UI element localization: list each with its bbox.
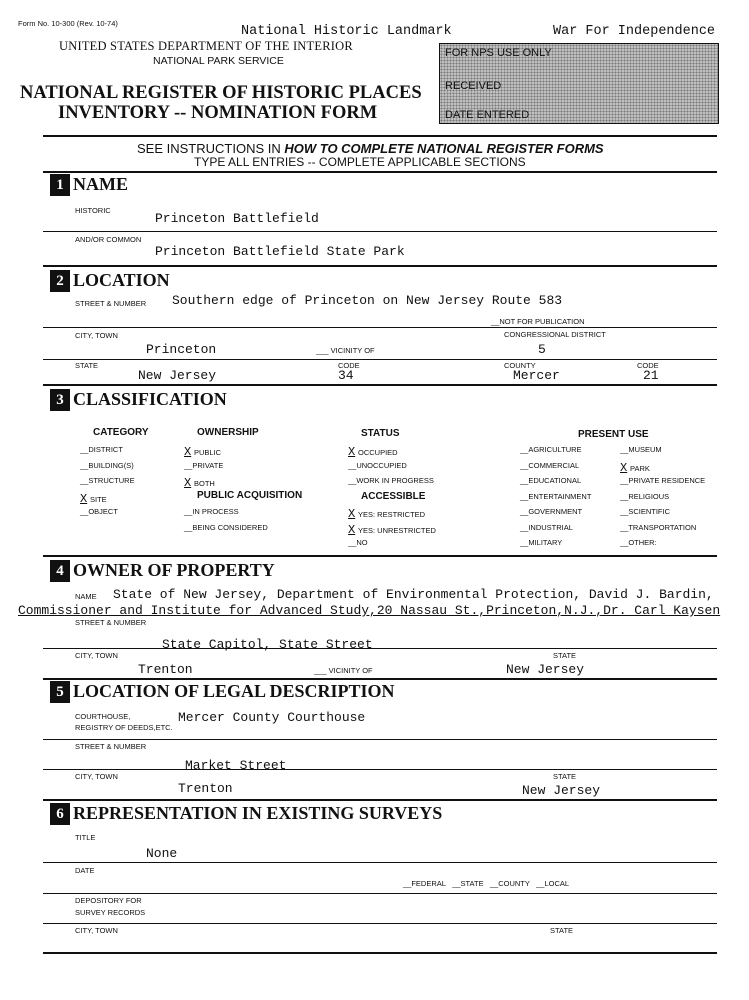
owner-state-value: New Jersey xyxy=(506,662,585,677)
congressional-value: 5 xyxy=(538,342,546,357)
checked-mark: X xyxy=(184,445,192,459)
depository-label-line2: SURVEY RECORDS xyxy=(75,908,146,917)
divider xyxy=(43,384,717,386)
owner-vicinity-label: VICINITY OF xyxy=(328,666,373,675)
checked-mark: X xyxy=(348,445,356,459)
option-label: OBJECT xyxy=(88,507,118,516)
city-label: CITY, TOWN xyxy=(75,331,118,340)
survey-title-value: None xyxy=(146,846,178,861)
blank-line: __ xyxy=(620,476,629,485)
owner-state-label: STATE xyxy=(553,651,577,660)
public-acquisition-heading: PUBLIC ACQUISITION xyxy=(197,490,303,501)
option-being-considered xyxy=(184,523,268,532)
county-code-value: 21 xyxy=(643,368,659,383)
option-commercial xyxy=(520,461,579,470)
blank-line: __ xyxy=(620,522,629,532)
blank-line: __ xyxy=(520,476,529,485)
state-code-label: CODE xyxy=(338,361,360,370)
survey-level-options: __FEDERAL __STATE __COUNTY __LOCAL xyxy=(403,879,570,888)
state-code-value: 34 xyxy=(338,368,354,383)
county-value: Mercer xyxy=(513,368,560,383)
instructions-line1 xyxy=(137,141,604,156)
checked-mark: X xyxy=(348,522,356,537)
option-label: DISTRICT xyxy=(88,445,123,454)
option-label: COMMERCIAL xyxy=(528,460,580,470)
option-label: MILITARY xyxy=(528,538,563,547)
divider xyxy=(43,359,717,360)
blank-line: __ xyxy=(348,538,357,547)
street-value: Southern edge of Princeton on New Jersey Route 583 xyxy=(172,293,563,308)
blank-line: __ xyxy=(348,460,357,470)
option-label: SCIENTIFIC xyxy=(628,507,671,516)
section-number-6: 6 xyxy=(50,803,70,825)
option-label: TRANSPORTATION xyxy=(628,522,697,532)
divider xyxy=(43,893,717,894)
blank-line: __ xyxy=(184,507,193,516)
option-military xyxy=(520,538,562,547)
option-government xyxy=(520,507,582,516)
divider xyxy=(43,769,717,770)
legal-state-value: New Jersey xyxy=(522,783,601,798)
legal-city-label: CITY, TOWN xyxy=(75,772,118,781)
nps-received-label: RECEIVED xyxy=(445,80,502,92)
owner-city-value: Trenton xyxy=(138,662,193,677)
owner-name-line2: Commissioner and Institute for Advanced Study,20 Nassau St.,Princeton,N.J.,Dr. Carl Kaysen xyxy=(18,603,721,618)
option-label: PUBLIC xyxy=(194,448,222,457)
blank-line: __ xyxy=(520,445,529,454)
option-yes-restricted xyxy=(348,507,425,521)
owner-city-label: CITY, TOWN xyxy=(75,651,118,660)
common-value: Princeton Battlefield State Park xyxy=(155,244,405,259)
option-entertainment xyxy=(520,492,591,501)
divider xyxy=(43,678,717,680)
blank-line: __ xyxy=(80,476,89,485)
blank-line: __ xyxy=(520,460,529,470)
owner-street-value: State Capitol, State Street xyxy=(162,637,373,652)
courthouse-value: Mercer County Courthouse xyxy=(178,710,366,725)
section-title-location: LOCATION xyxy=(73,270,170,290)
not-for-publication-label: NOT FOR PUBLICATION xyxy=(499,317,585,326)
option-label: GOVERNMENT xyxy=(528,507,583,516)
section-number-2: 2 xyxy=(50,270,70,292)
option-label: MUSEUM xyxy=(628,445,662,454)
blank-line: __ xyxy=(348,476,357,485)
option-no xyxy=(348,538,368,547)
option-label: PRIVATE xyxy=(192,460,224,470)
county-label: COUNTY xyxy=(504,361,536,370)
congressional-label: CONGRESSIONAL DISTRICT xyxy=(504,330,606,339)
divider xyxy=(43,952,717,954)
blank-line: __ xyxy=(620,491,629,501)
historic-value: Princeton Battlefield xyxy=(155,211,319,226)
status-heading: STATUS xyxy=(361,428,400,439)
blank-line: __ xyxy=(80,460,89,470)
nps-date-entered-label: DATE ENTERED xyxy=(445,109,530,121)
divider xyxy=(43,648,717,649)
form-title-line2: INVENTORY -- NOMINATION FORM xyxy=(58,103,378,123)
survey-title-label: TITLE xyxy=(75,833,96,842)
option-site xyxy=(80,492,107,506)
divider xyxy=(43,862,717,863)
form-number: Form No. 10-300 (Rev. 10-74) xyxy=(18,19,118,28)
service-name: NATIONAL PARK SERVICE xyxy=(153,55,284,67)
divider xyxy=(43,265,717,267)
blank-line: __ xyxy=(520,522,529,532)
vicinity-of: ___ VICINITY OF xyxy=(316,346,375,355)
divider xyxy=(43,135,717,137)
option-work-in-progress xyxy=(348,476,434,485)
option-label: PRIVATE RESIDENCE xyxy=(628,476,706,485)
option-label: YES: UNRESTRICTED xyxy=(358,525,436,535)
checked-mark: X xyxy=(348,507,356,521)
federal-option: FEDERAL xyxy=(411,879,446,888)
blank-line: __ xyxy=(184,460,193,470)
option-private-residence xyxy=(620,476,705,485)
option-structure xyxy=(80,476,135,485)
section-number-1: 1 xyxy=(50,174,70,196)
option-label: SITE xyxy=(90,494,107,504)
blank-line: __ xyxy=(520,491,529,501)
present-use-heading: PRESENT USE xyxy=(578,429,649,440)
checked-mark: X xyxy=(184,476,192,490)
option-unoccupied xyxy=(348,461,407,470)
option-label: RELIGIOUS xyxy=(628,491,670,501)
divider xyxy=(43,327,717,328)
owner-name-label: NAME xyxy=(75,592,97,601)
blank-line: __ xyxy=(80,445,89,454)
accessible-heading: ACCESSIBLE xyxy=(361,491,426,502)
county-option: COUNTY xyxy=(498,879,530,888)
legal-street-label: STREET & NUMBER xyxy=(75,742,147,751)
section-number-5: 5 xyxy=(50,681,70,703)
blank-line: __ xyxy=(620,538,629,547)
depository-label-line1: DEPOSITORY FOR xyxy=(75,896,142,905)
owner-vicinity-of: ___ VICINITY OF xyxy=(314,666,373,675)
common-label: AND/OR COMMON xyxy=(75,235,142,244)
option-label: STRUCTURE xyxy=(88,476,135,485)
blank-line: __ xyxy=(520,507,529,516)
landmark-status: National Historic Landmark xyxy=(241,24,452,39)
state-option: STATE xyxy=(460,879,484,888)
form-title-line1: NATIONAL REGISTER OF HISTORIC PLACES xyxy=(20,83,422,103)
instructions-prefix: SEE INSTRUCTIONS IN xyxy=(137,141,285,156)
owner-street-label: STREET & NUMBER xyxy=(75,618,147,627)
state-value: New Jersey xyxy=(138,368,217,383)
option-label: UNOCCUPIED xyxy=(356,460,407,470)
legal-street-value: Market Street xyxy=(185,758,287,773)
section-title-surveys: REPRESENTATION IN EXISTING SURVEYS xyxy=(73,803,443,823)
divider xyxy=(43,231,717,232)
ownership-heading: OWNERSHIP xyxy=(197,427,259,438)
section-number-4: 4 xyxy=(50,560,70,582)
option-in-process xyxy=(184,507,239,516)
option-label: EDUCATIONAL xyxy=(528,476,582,485)
option-label: AGRICULTURE xyxy=(528,445,582,454)
option-label: BOTH xyxy=(194,479,215,488)
survey-city-label: CITY, TOWN xyxy=(75,926,118,935)
option-park xyxy=(620,461,650,475)
option-label: IN PROCESS xyxy=(192,507,239,516)
survey-date-label: DATE xyxy=(75,866,95,875)
option-public xyxy=(184,445,221,459)
option-museum xyxy=(620,445,662,454)
blank-line: __ xyxy=(520,538,529,547)
not-for-publication: __NOT FOR PUBLICATION xyxy=(491,317,585,326)
option-label: NO xyxy=(356,538,368,547)
street-label: STREET & NUMBER xyxy=(75,299,147,308)
option-label: PARK xyxy=(630,463,650,473)
option-educational xyxy=(520,476,581,485)
divider xyxy=(43,555,717,557)
divider xyxy=(43,171,717,173)
local-option: LOCAL xyxy=(544,879,570,888)
option-transportation xyxy=(620,523,696,532)
blank-line: __ xyxy=(620,445,629,454)
checked-mark: X xyxy=(80,491,88,506)
option-religious xyxy=(620,492,669,501)
legal-state-label: STATE xyxy=(553,772,577,781)
option-industrial xyxy=(520,523,573,532)
divider xyxy=(43,799,717,801)
instructions-italic: HOW TO COMPLETE NATIONAL REGISTER FORMS xyxy=(284,141,604,156)
checked-mark: X xyxy=(620,460,628,475)
section-title-legal: LOCATION OF LEGAL DESCRIPTION xyxy=(73,681,395,701)
survey-state-label: STATE xyxy=(550,926,574,935)
category-heading: CATEGORY xyxy=(93,427,149,438)
theme-label: War For Independence xyxy=(553,24,716,39)
divider xyxy=(43,739,717,740)
option-yes-unrestricted xyxy=(348,523,436,537)
option-label: WORK IN PROGRESS xyxy=(356,476,434,485)
city-value: Princeton xyxy=(146,342,217,357)
option-other xyxy=(620,538,657,547)
blank-line: __ xyxy=(620,507,629,516)
nps-use-only-label: FOR NPS USE ONLY xyxy=(445,47,552,59)
instructions-line2: TYPE ALL ENTRIES -- COMPLETE APPLICABLE SECTIONS xyxy=(194,155,526,169)
option-district xyxy=(80,445,123,454)
option-private xyxy=(184,461,223,470)
option-building-s xyxy=(80,461,134,470)
county-code-label: CODE xyxy=(637,361,659,370)
option-label: OCCUPIED xyxy=(358,448,398,457)
courthouse-label: COURTHOUSE, xyxy=(75,712,131,721)
owner-name-line1: State of New Jersey, Department of Environmental Protection, David J. Bardin, xyxy=(113,587,714,602)
option-scientific xyxy=(620,507,670,516)
nps-use-only-box xyxy=(439,43,719,124)
historic-label: HISTORIC xyxy=(75,206,111,215)
option-label: BEING CONSIDERED xyxy=(192,522,268,532)
section-title-name: NAME xyxy=(73,174,128,194)
section-number-3: 3 xyxy=(50,389,70,411)
registry-label: REGISTRY OF DEEDS,ETC. xyxy=(75,723,173,732)
option-agriculture xyxy=(520,445,582,454)
state-label: STATE xyxy=(75,361,99,370)
section-title-owner: OWNER OF PROPERTY xyxy=(73,560,275,580)
option-both xyxy=(184,476,215,490)
option-label: INDUSTRIAL xyxy=(528,522,573,532)
option-label: OTHER: xyxy=(628,538,657,547)
option-label: YES: RESTRICTED xyxy=(358,510,426,519)
option-label: BUILDING(S) xyxy=(88,460,134,470)
option-object xyxy=(80,507,118,516)
option-occupied xyxy=(348,445,398,459)
divider xyxy=(43,923,717,924)
legal-city-value: Trenton xyxy=(178,781,233,796)
section-title-classification: CLASSIFICATION xyxy=(73,389,227,409)
option-label: ENTERTAINMENT xyxy=(528,491,592,501)
department-name: UNITED STATES DEPARTMENT OF THE INTERIOR xyxy=(59,39,353,53)
blank-line: __ xyxy=(80,507,89,516)
vicinity-label: VICINITY OF xyxy=(330,346,375,355)
blank-line: __ xyxy=(184,522,193,532)
